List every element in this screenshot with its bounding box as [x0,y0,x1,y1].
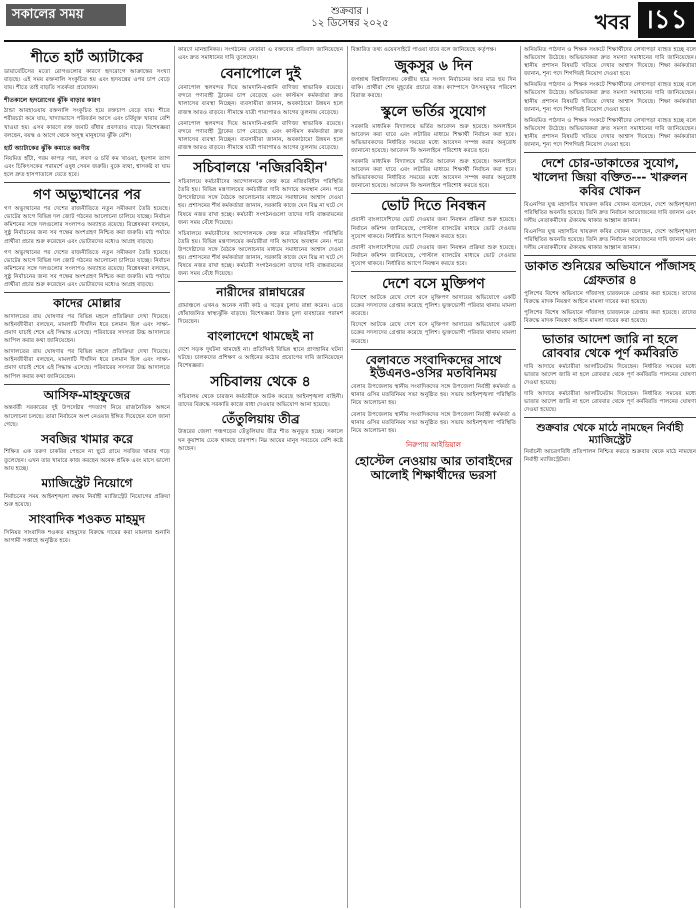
article-text: দাবি আদায়ে কর্মচারীরা আলটিমেটাম দিয়েছেন। নির্ধারিত সময়ের মধ্যে ভাতার আদেশ জারি না হলে রোববার থেকে পূর্ণ কর্মবিরতি পালনের ঘোষণা দেওয়া হয়েছে। [524,390,696,414]
divider [524,417,696,418]
article-text: বিদেশে আটকে রেখে দেশে বসে মুক্তিপণ আদায়ের অভিযোগে একটি চক্রের সদস্যদের গ্রেপ্তার করেছে পুলিশ। ভুক্তভোগী পরিবার থানায় মামলা করেছে। [351,295,516,318]
article-text: পুলিশের বিশেষ অভিযানে গাঁজাসহ চারজনকে গ্রেপ্তার করা হয়েছে। তাদের বিরুদ্ধে মাদক নিয়ন্ত্রণ আইনে মামলা দায়ের করা হয়েছে। [524,309,696,324]
article-text: বেলাব উপজেলায় স্থানীয় সংবাদিকদের সঙ্গে উপজেলা নির্বাহী কর্মকর্তা ও থানার ওসির মতবিনিময় সভা অনুষ্ঠিত হয়। সভায় আইনশৃঙ্খলা পরিস্থিতি নিয়ে আলোচনা হয়। [351,384,516,407]
headline: নারীদের রান্নাঘরের [216,285,305,300]
headline: ম্যাজিস্ট্রেট নিয়োগে [41,475,133,490]
headline: বাংলাদেশে থামছেই না [207,329,314,344]
article-text: আদালতের রায় ঘোষণার পর বিভিন্ন মহলে প্রতিক্রিয়া দেখা দিয়েছে। আইনজীবীরা বলছেন, মামলাটি দীর্ঘদিন ধরে চলমান ছিল এবং সাক্ষ্য-প্রমাণ যাচাই শেষে এই সিদ্ধান্ত এসেছে। পরিবারের সদস্যরা উচ্চ আদালতে আপিল করার কথা জানিয়েছেন। [4,313,170,345]
divider [4,182,170,183]
article-text: নির্বাচনী আচরণবিধি প্রতিপালন নিশ্চিত করতে শুক্রবার থেকে মাঠে নামছেন নির্বাহী ম্যাজিস্ট্রেটরা। [524,449,696,464]
headline: স্কুলে ভর্তির সুযোগ [381,104,486,121]
headline: কাদের মোল্লার [53,296,121,311]
article-text: উত্তরের জেলা পঞ্চগড়ের তেঁতুলিয়ায় তীব্র শীত অনুভূত হচ্ছে। সকালে ঘন কুয়াশায় ঢেকে থাকছে চারপাশ। নিম্ন আয়ের মানুষ সবচেয়ে বেশি কষ্টে আছেন। [178,429,343,452]
article-text: আদালতের রায় ঘোষণার পর বিভিন্ন মহলে প্রতিক্রিয়া দেখা দিয়েছে। আইনজীবীরা বলছেন, মামলাটি দীর্ঘদিন ধরে চলমান ছিল এবং সাক্ষ্য-প্রমাণ যাচাই শেষে এই সিদ্ধান্ত এসেছে। পরিবারের সদস্যরা উচ্চ আদালতে আপিল করার কথা জানিয়েছেন। [4,349,170,380]
headline: বেলাবতে সংবাদিকদের সাথে ইউএনও-ওসির মতবিনিময় [365,352,502,381]
masthead [0,0,700,46]
article-text: কারণে মানহানিকর। সংগঠনের নেতারা এ বক্তব্যের প্রতিবাদ জানিয়েছেন এবং দ্রুত সমাধানের দাবি তুলেছেন। [178,47,343,62]
headline: তেঁতুলিয়ায় তীব্র [221,411,300,426]
article-text: অনিয়মিত পাঠদান ও শিক্ষক সংকটে শিক্ষার্থীদের লেখাপড়া ব্যাহত হচ্ছে বলে অভিযোগ উঠেছে। অভিভাবকরা দ্রুত সমস্যা সমাধানের দাবি জানিয়েছেন। স্থানীয় প্রশাসন বিষয়টি খতিয়ে দেখার আশ্বাস দিয়েছে। শিক্ষা কর্মকর্তারা জানান, শূন্য পদে শিগগিরই নিয়োগ দেওয়া হবে। [524,47,696,78]
article-text: বিস্তারিত তথ্য ওয়েবসাইটে পাওয়া যাবে বলে জানিয়েছে কর্তৃপক্ষ। [351,47,497,53]
article-text: প্রবাসী বাংলাদেশিদের ভোট দেওয়ার জন্য নিবন্ধন প্রক্রিয়া শুরু হয়েছে। নির্বাচন কমিশন জানিয়েছে, পোস্টাল ব্যালটের মাধ্যমে ভোট দেওয়ার সুযোগ থাকবে। নির্ধারিত অ্যাপে নিবন্ধন করতে হবে। [351,217,516,240]
article-text: বেনাপোল স্থলবন্দর দিয়ে আমদানি-রপ্তানি বাণিজ্য স্বাভাবিক রয়েছে। বন্দরে পণ্যবাহী ট্রাকের চাপ বেড়েছে এবং কাস্টমস কর্মকর্তারা দ্রুত খালাসের ব্যবস্থা নিচ্ছেন। ব্যবসায়ীরা জানান, অবকাঠামো উন্নয়ন হলে রাজস্ব আরও বাড়বে। সীমান্তে যাত্রী পারাপারও আগের তুলনায় বেড়েছে। [178,85,343,116]
article-text: সিনিয়র সাংবাদিক শওকত মাহমুদের বিরুদ্ধে দায়ের করা মামলার শুনানি আগামী সপ্তাহে অনুষ্ঠিত হবে। [4,529,170,544]
headline: ভোট দিতে নিবন্ধন [381,198,486,215]
headline: সাংবাদিক শওকত মাহমুদ [29,511,145,526]
article-text: সচিবালয়ে কর্মচারীদের আন্দোলনকে কেন্দ্র করে নজিরবিহীন পরিস্থিতি তৈরি হয়। বিভিন্ন মন্ত্রণালয়ের কর্মচারীরা দাবি আদায়ে অবস্থান নেন। পরে উপদেষ্টাদের সঙ্গে বৈঠকে আলোচনার মাধ্যমে সমাধানের আশ্বাস দেওয়া হয়। প্রশাসনের শীর্ষ কর্মকর্তারা জানান, সরকারি কাজে যেন বিঘ্ন না ঘটে সে বিষয়ে নজর রাখা হচ্ছে। কর্মচারী সংগঠনগুলো তাদের দাবি বাস্তবায়নের জন্য সময় বেঁধে দিয়েছে। [178,230,343,278]
article-text: ডায়াবেটিসের মতো রোগগুলোর কারণে হৃদরোগে আক্রান্তের সংখ্যা বাড়ছে। এই সময় রক্তনালি সংকুচিত হয় এবং হৃদযন্ত্রের ওপর চাপ বেড়ে যায়। শীতে তাই বাড়তি সতর্কতা প্রয়োজন। [4,69,170,92]
divider [4,384,170,385]
day-label: শুক্রবার । [331,6,369,17]
article-text: বেলাব উপজেলায় স্থানীয় সংবাদিকদের সঙ্গে উপজেলা নির্বাহী কর্মকর্তা ও থানার ওসির মতবিনিময় সভা অনুষ্ঠিত হয়। সভায় আইনশৃঙ্খলা পরিস্থিতি নিয়ে আলোচনা হয়। [351,411,516,434]
headline: আসিফ-মাহফুজের [43,387,131,402]
headline: সচিবালয়ে 'নজিরবিহীন' [193,160,328,177]
article-text: নির্বাচনের সময় আইনশৃঙ্খলা রক্ষায় নির্বাহী ম্যাজিস্ট্রেট নিয়োগের প্রক্রিয়া শুরু হয়েছে। [4,493,170,508]
divider [351,349,516,350]
subheading: হার্ট অ্যাটাকের ঝুঁকি কমাতে করণীয় [4,144,90,152]
header-rule [4,40,696,42]
article-text: বেনাপোল স্থলবন্দর দিয়ে আমদানি-রপ্তানি বাণিজ্য স্বাভাবিক রয়েছে। বন্দরে পণ্যবাহী ট্রাকের চাপ বেড়েছে এবং কাস্টমস কর্মকর্তারা দ্রুত খালাসের ব্যবস্থা নিচ্ছেন। ব্যবসায়ীরা জানান, অবকাঠামো উন্নয়ন হলে রাজস্ব আরও বাড়বে। সীমান্তে যাত্রী পারাপারও আগের তুলনায় বেড়েছে। [178,120,343,151]
divider [178,155,343,156]
headline: শুক্রবার থেকে মাঠে নামছেন নির্বাহী ম্যাজিস্ট্রেট [536,422,684,447]
article-text: ঠান্ডা আবহাওয়ায় রক্তনালি সংকুচিত হয়ে রক্তচাপ বেড়ে যায়। শীতে শরীরচর্চা কমে যায়, খাদ্যাভ্যাসে পরিবর্তন আসে এবং চর্বিযুক্ত খাবার বেশি খাওয়া হয়। এসব কারণে রক্ত জমাট বাঁধার প্রবণতাও বাড়ে। বিশেষজ্ঞরা বলছেন, বয়স্ক ও আগে থেকে অসুস্থ মানুষদের ঝুঁকি বেশি। [4,108,170,139]
article-text: নিয়মিত হাঁটা, গরম কাপড় পরা, লবণ ও চর্বি কম খাওয়া, ধূমপান ত্যাগ এবং চিকিৎসকের পরামর্শে ওষুধ সেবন জরুরি। বুকে ব্যথা, শ্বাসকষ্ট বা ঘাম হলে দ্রুত হাসপাতালে যেতে হবে। [4,155,170,178]
headline: জুকসুর ৬ দিন [394,58,473,75]
dateline [290,6,410,30]
subheading: শীতকালে হৃদরোগের ঝুঁকি বাড়ার কারণ [4,97,101,105]
headline: সবজির খামার করে [41,431,133,446]
divider [178,281,343,282]
article-text: অনিয়মিত পাঠদান ও শিক্ষক সংকটে শিক্ষার্থীদের লেখাপড়া ব্যাহত হচ্ছে বলে অভিযোগ উঠেছে। অভিভাবকরা দ্রুত সমস্যা সমাধানের দাবি জানিয়েছেন। স্থানীয় প্রশাসন বিষয়টি খতিয়ে দেখার আশ্বাস দিয়েছে। শিক্ষা কর্মকর্তারা জানান, শূন্য পদে শিগগিরই নিয়োগ দেওয়া হবে। [524,82,696,113]
article-text: বিএনপির যুগ্ম মহাসচিব খায়রুল কবির খোকন বলেছেন, দেশে আইনশৃঙ্খলা পরিস্থিতির অবনতি হয়েছে। তিনি দ্রুত নির্বাচন আয়োজনের দাবি জানান এবং দলীয় নেতাকর্মীদের ঐক্যবদ্ধ থাকার আহ্বান জানান। [524,201,696,224]
article-text: দাবি আদায়ে কর্মচারীরা আলটিমেটাম দিয়েছেন। নির্ধারিত সময়ের মধ্যে ভাতার আদেশ জারি না হলে রোববার থেকে পূর্ণ কর্মবিরতি পালনের ঘোষণা দেওয়া হয়েছে। [524,363,696,386]
article-text: গণ অভ্যুত্থানের পর দেশের রাজনীতিতে নতুন সমীকরণ তৈরি হয়েছে। ভোটের আগে বিভিন্ন দল জোট গঠনের আলোচনা চালিয়ে যাচ্ছে। নির্বাচন কমিশনের সঙ্গে দলগুলোর সংলাপও অব্যাহত রয়েছে। বিশ্লেষকরা বলছেন, সুষ্ঠু নির্বাচনের জন্য সব পক্ষের অংশগ্রহণ নিশ্চিত করা জরুরি। মাঠ পর্যায়ে প্রার্থীরা প্রচার শুরু করেছেন এবং ভোটারদের মধ্যেও আগ্রহ বাড়ছে। [4,249,170,288]
column-3 [351,46,516,908]
divider [4,292,170,293]
column-1 [4,46,170,908]
article-text: গণ অভ্যুত্থানের পর দেশের রাজনীতিতে নতুন সমীকরণ তৈরি হয়েছে। ভোটের আগে বিভিন্ন দল জোট গঠনের আলোচনা চালিয়ে যাচ্ছে। নির্বাচন কমিশনের সঙ্গে দলগুলোর সংলাপও অব্যাহত রয়েছে। বিশ্লেষকরা বলছেন, সুষ্ঠু নির্বাচনের জন্য সব পক্ষের অংশগ্রহণ নিশ্চিত করা জরুরি। মাঠ পর্যায়ে প্রার্থীরা প্রচার শুরু করেছেন এবং ভোটারদের মধ্যেও আগ্রহ বাড়ছে। [4,206,170,245]
divider [524,328,696,329]
divider [351,193,516,194]
article-text: বিএনপির যুগ্ম মহাসচিব খায়রুল কবির খোকন বলেছেন, দেশে আইনশৃঙ্খলা পরিস্থিতির অবনতি হয়েছে। তিনি দ্রুত নির্বাচন আয়োজনের দাবি জানান এবং দলীয় নেতাকর্মীদের ঐক্যবদ্ধ থাকার আহ্বান জানান। [524,228,696,251]
headline: বেনাপোলে দুই [220,66,301,83]
column-divider [174,46,175,908]
page-number: ।১১ [638,2,694,38]
column-4 [524,46,696,908]
headline: দেশে বসে মুক্তিপণ [382,275,485,292]
article-text: দেশে সড়ক দুর্ঘটনা থামছেই না। প্রতিদিনই বিভিন্ন স্থানে প্রাণহানির ঘটনা ঘটছে। চালকদের প্রশিক্ষণ ও আইনের কঠোর প্রয়োগের দাবি জানিয়েছেন বিশেষজ্ঞরা। [178,347,343,370]
article-text: শিক্ষিত এক তরুণ চাকরির পেছনে না ছুটে গ্রামে সবজির খামার গড়ে তুলেছেন। এখন তার খামারে কাজ করছেন অনেক শ্রমিক এবং মাসে ভালো আয় হচ্ছে। [4,449,170,472]
article-text: জগন্নাথ বিশ্ববিদ্যালয় কেন্দ্রীয় ছাত্র সংসদ নির্বাচনের আর মাত্র ছয় দিন বাকি। প্রার্থীরা শেষ মুহূর্তের প্রচারে ব্যস্ত। ক্যাম্পাসে উৎসবমুখর পরিবেশ বিরাজ করছে। [351,77,516,100]
article-text: পুলিশের বিশেষ অভিযানে গাঁজাসহ চারজনকে গ্রেপ্তার করা হয়েছে। তাদের বিরুদ্ধে মাদক নিয়ন্ত্রণ আইনে মামলা দায়ের করা হয়েছে। [524,290,696,305]
divider [524,152,696,153]
divider [524,255,696,256]
headline: ভাতার আদেশ জারি না হলে রোববার থেকে পূর্ণ কর্মবিরতি [541,332,679,360]
headline: হোস্টেল নেওয়ায় আর তাবাইদের আলোই শিক্ষার্থীদের ভরসা [354,453,513,482]
headline: ডাকাত শুনিয়ের অভিযানে পাঁজাসহ গ্রেফতার ৪ [524,259,696,287]
article-text: সরকারি মাধ্যমিক বিদ্যালয়ে ভর্তির আবেদন শুরু হয়েছে। অনলাইনে আবেদন করা যাবে এবং লটারির মাধ্যমে শিক্ষার্থী নির্বাচন করা হবে। অভিভাবকদের নির্ধারিত সময়ের মধ্যে আবেদন সম্পন্ন করার অনুরোধ জানানো হয়েছে। আবেদন ফি অনলাইনে পরিশোধ করতে হবে। [351,123,516,154]
headline: গণ অভ্যুত্থানের পর [33,187,141,204]
article-text: বিদেশে আটকে রেখে দেশে বসে মুক্তিপণ আদায়ের অভিযোগে একটি চক্রের সদস্যদের গ্রেপ্তার করেছে পুলিশ। ভুক্তভোগী পরিবার থানায় মামলা করেছে। [351,322,516,345]
divider [351,271,516,272]
article-text: গ্রামাঞ্চলে এখনও অনেক নারী কাঠ ও খড়ের চুলায় রান্না করেন। এতে ধোঁয়াজনিত স্বাস্থ্যঝুঁকি বাড়ছে। বিশেষজ্ঞরা উন্নত চুলা ব্যবহারের পরামর্শ দিয়েছেন। [178,303,343,326]
column-2 [178,46,343,908]
section-title: খবর [594,10,630,34]
article-text: অনিয়মিত পাঠদান ও শিক্ষক সংকটে শিক্ষার্থীদের লেখাপড়া ব্যাহত হচ্ছে বলে অভিযোগ উঠেছে। অভিভাবকরা দ্রুত সমস্যা সমাধানের দাবি জানিয়েছেন। স্থানীয় প্রশাসন বিষয়টি খতিয়ে দেখার আশ্বাস দিয়েছে। শিক্ষা কর্মকর্তারা জানান, শূন্য পদে শিগগিরই নিয়োগ দেওয়া হবে। [524,117,696,149]
article-text: সচিবালয় থেকে চারজন কর্মচারীকে আটক করেছে আইনশৃঙ্খলা বাহিনী। তাদের বিরুদ্ধে সরকারি কাজে বাধা দেওয়ার অভিযোগ আনা হয়েছে। [178,393,343,408]
newspaper-logo: সকালের সময় [6,4,126,26]
headline: সচিবালয় থেকে ৪ [210,374,311,391]
headline: শীতে হার্ট অ্যাটাকের [30,50,144,66]
article-text: সচিবালয়ে কর্মচারীদের আন্দোলনকে কেন্দ্র করে নজিরবিহীন পরিস্থিতি তৈরি হয়। বিভিন্ন মন্ত্রণালয়ের কর্মচারীরা দাবি আদায়ে অবস্থান নেন। পরে উপদেষ্টাদের সঙ্গে বৈঠকে আলোচনার মাধ্যমে সমাধানের আশ্বাস দেওয়া হয়। প্রশাসনের শীর্ষ কর্মকর্তারা জানান, সরকারি কাজে যেন বিঘ্ন না ঘটে সে বিষয়ে নজর রাখা হচ্ছে। কর্মচারী সংগঠনগুলো তাদের দাবি বাস্তবায়নের জন্য সময় বেঁধে দিয়েছে। [178,179,343,226]
date-label: ১২ ডিসেম্বর ২০২৫ [311,18,389,29]
headline: দেশে চোর-ডাকাতের সুযোগ, খালেদা জিয়া বক্তিত--- খারুলন কবির খোকন [532,156,688,198]
article-text: সরকারি মাধ্যমিক বিদ্যালয়ে ভর্তির আবেদন শুরু হয়েছে। অনলাইনে আবেদন করা যাবে এবং লটারির মাধ্যমে শিক্ষার্থী নির্বাচন করা হবে। অভিভাবকদের নির্ধারিত সময়ের মধ্যে আবেদন সম্পন্ন করার অনুরোধ জানানো হয়েছে। আবেদন ফি অনলাইনে পরিশোধ করতে হবে। [351,158,516,190]
article-text: অন্তর্বর্তী সরকারের দুই উপদেষ্টার পদত্যাগ নিয়ে রাজনৈতিক অঙ্গনে আলোচনা চলছে। তারা নির্বাচনে অংশ নেওয়ার ইঙ্গিত দিয়েছেন বলে জানা গেছে। [4,405,170,428]
article-text: প্রবাসী বাংলাদেশিদের ভোট দেওয়ার জন্য নিবন্ধন প্রক্রিয়া শুরু হয়েছে। নির্বাচন কমিশন জানিয়েছে, পোস্টাল ব্যালটের মাধ্যমে ভোট দেওয়ার সুযোগ থাকবে। নির্ধারিত অ্যাপে নিবন্ধন করতে হবে। [351,244,516,267]
column-divider [347,46,348,908]
kicker-label: নিরুপায় আইডিয়াল [405,440,461,449]
column-divider [520,46,521,908]
